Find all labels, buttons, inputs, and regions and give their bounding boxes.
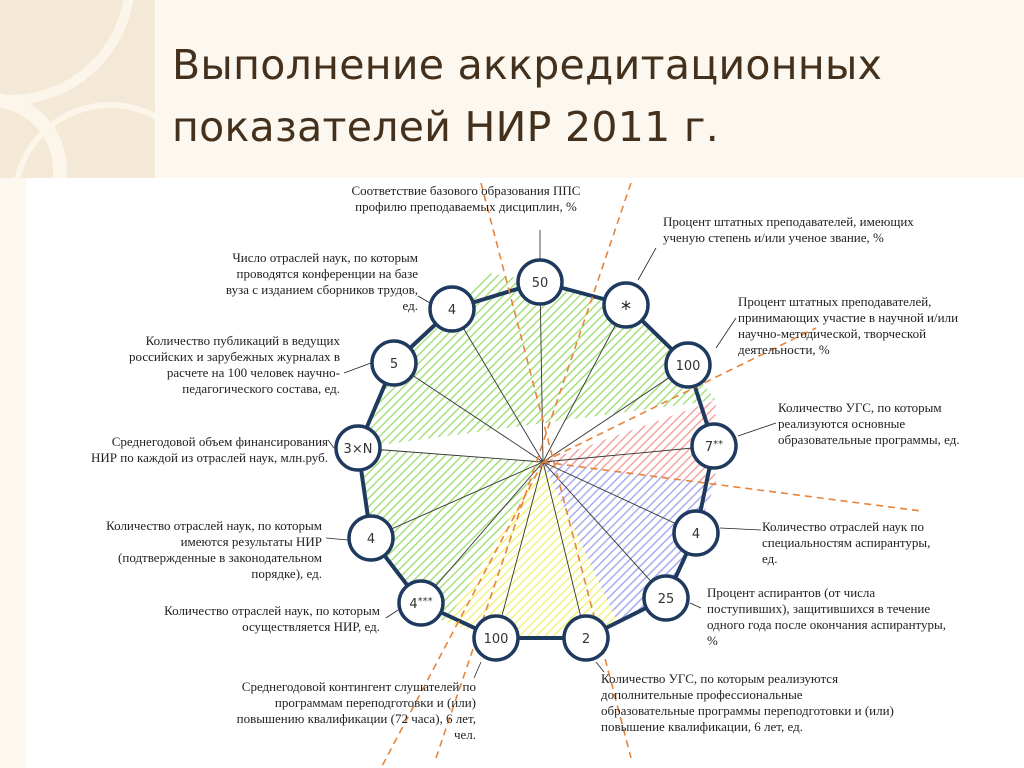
node-value: 2 bbox=[581, 632, 591, 647]
node-value: 4 bbox=[366, 532, 376, 547]
leader-legal-results bbox=[326, 538, 348, 540]
title-line-1: Выполнение аккредитационных bbox=[172, 41, 883, 89]
leader-retraining-contingent bbox=[474, 662, 481, 678]
label-postgrad-defense: Процент аспирантов (от числа поступивших), защитившихся в течение одного года после окончания аспирантуры, % bbox=[707, 585, 947, 648]
label-basic-education: Соответствие базового образования ППС профилю преподаваемых дисциплин, % bbox=[351, 183, 581, 214]
label-funding: Среднегодовой объем финансирования НИР по каждой из отраслей наук, млн.руб. bbox=[91, 434, 328, 465]
node-research-branches bbox=[399, 581, 443, 625]
leader-degree-staff bbox=[638, 248, 656, 280]
node-value: 4 bbox=[691, 527, 701, 542]
node-value: 3×N bbox=[343, 442, 373, 457]
decorative-corner bbox=[0, 0, 170, 178]
node-value: 100 bbox=[675, 359, 701, 374]
label-retraining-contingent: Среднегодовой контингент слушателей по программам переподготовки и (или) повышению квалификации (72 часа), 6 лет, чел. bbox=[236, 679, 476, 742]
title-line-2: показателей НИР 2011 г. bbox=[172, 103, 720, 151]
node-value: 100 bbox=[483, 632, 509, 647]
node-basic-education bbox=[518, 260, 562, 304]
node-value: 5 bbox=[389, 357, 399, 372]
node-postgrad-defense bbox=[644, 576, 688, 620]
leader-research-staff bbox=[716, 318, 736, 348]
label-publications: Количество публикаций в ведущих российских и зарубежных журналах в расчете на 100 человек научно- педагогического состава, ед. bbox=[129, 333, 340, 396]
leader-postgrad-defense bbox=[690, 603, 701, 608]
node-ugs-additional-programs bbox=[564, 616, 608, 660]
node-retraining-contingent bbox=[474, 616, 518, 660]
label-postgrad-branches: Количество отраслей наук по специальностям аспирантуры, ед. bbox=[762, 519, 931, 566]
label-degree-staff: Процент штатных преподавателей, имеющих ученую степень и/или ученое звание, % bbox=[663, 214, 914, 245]
leader-postgrad-branches bbox=[720, 528, 761, 530]
leader-publications bbox=[344, 363, 371, 373]
node-value: 4 bbox=[447, 303, 457, 318]
label-research-staff: Процент штатных преподавателей, принимающих участие в научной и/или научно-методической, творческой деятельности, % bbox=[738, 294, 959, 357]
node-conferences bbox=[430, 287, 474, 331]
label-research-branches: Количество отраслей наук, по которым осуществляется НИР, ед. bbox=[164, 603, 380, 634]
node-value: 4*** bbox=[409, 596, 433, 612]
node-research-staff bbox=[666, 343, 710, 387]
node-degree-staff bbox=[604, 283, 648, 327]
label-ugs-main-programs: Количество УГС, по которым реализуются основные образовательные программы, ед. bbox=[778, 400, 960, 447]
node-value: 7** bbox=[704, 439, 724, 455]
node-funding bbox=[336, 426, 380, 470]
slide-title bbox=[172, 34, 992, 158]
leader-research-branches bbox=[386, 610, 398, 618]
label-ugs-additional-programs: Количество УГС, по которым реализуются дополнительные профессиональные образовательные программы переподготовки и (или) повышение квалификации, 6 лет, ед. bbox=[601, 671, 894, 734]
node-ugs-main-programs bbox=[692, 424, 736, 468]
leader-conferences bbox=[418, 296, 430, 303]
node-publications bbox=[372, 341, 416, 385]
node-value: 25 bbox=[657, 592, 675, 607]
diagram-area bbox=[26, 178, 1024, 768]
node-legal-results bbox=[349, 516, 393, 560]
leader-ugs-main-programs bbox=[738, 423, 776, 436]
node-value: * bbox=[621, 297, 631, 321]
label-conferences: Число отраслей наук, по которым проводятся конференции на базе вуза с изданием сборников трудов, ед. bbox=[225, 250, 418, 313]
node-postgrad-branches bbox=[674, 511, 718, 555]
leader-funding bbox=[328, 440, 334, 448]
node-value: 50 bbox=[531, 276, 549, 291]
label-legal-results: Количество отраслей наук, по которым имеются результаты НИР (подтвержденные в законодательном порядке), ед. bbox=[106, 518, 322, 581]
